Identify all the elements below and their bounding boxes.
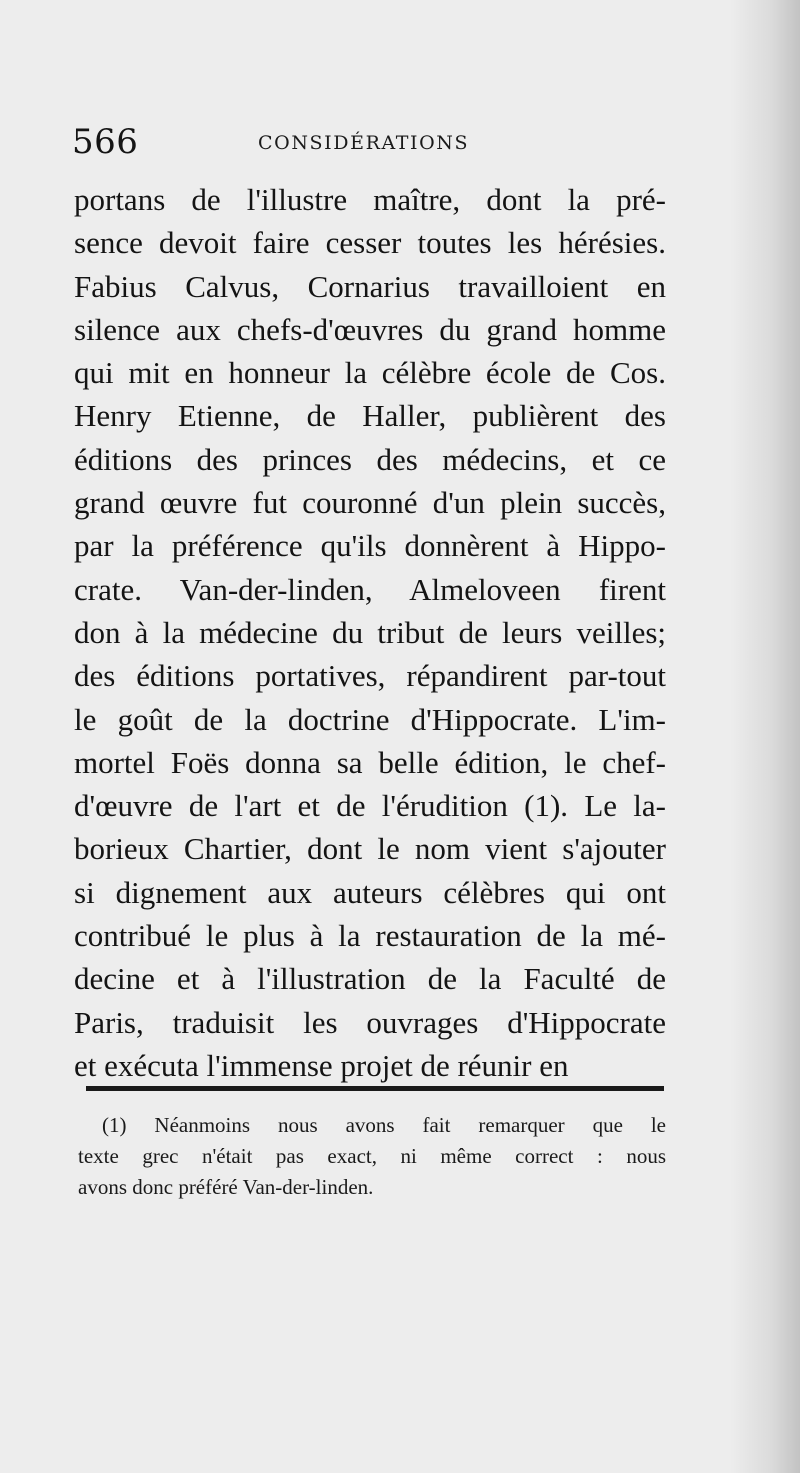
footnote-rule bbox=[86, 1086, 664, 1091]
text-line: le goût de la doctrine d'Hippocrate. L'im- bbox=[74, 701, 666, 737]
text-line: contribué le plus à la restauration de la mé- bbox=[74, 918, 666, 954]
footnote bbox=[78, 1110, 666, 1203]
text-line: qui mit en honneur la célèbre école de Cos. bbox=[74, 355, 666, 391]
body-text bbox=[74, 178, 666, 1087]
text-line: grand œuvre fut couronné d'un plein succès, bbox=[74, 485, 666, 521]
text-line: borieux Chartier, dont le nom vient s'ajouter bbox=[74, 831, 666, 867]
footnote-line: (1) Néanmoins nous avons fait remarquer que le bbox=[102, 1113, 666, 1137]
footnote-line: avons donc préféré Van-der-linden. bbox=[78, 1175, 374, 1199]
footnote-line: texte grec n'était pas exact, ni même correct : nous bbox=[78, 1144, 666, 1168]
page-edge-shadow bbox=[730, 0, 800, 1473]
text-line: portans de l'illustre maître, dont la pré- bbox=[74, 182, 666, 217]
text-line: crate. Van-der-linden, Almeloveen firent bbox=[74, 571, 666, 607]
text-line: Paris, traduisit les ouvrages d'Hippocrate bbox=[74, 1004, 666, 1040]
text-line: don à la médecine du tribut de leurs veilles; bbox=[74, 614, 666, 650]
text-line: silence aux chefs-d'œuvres du grand homme bbox=[74, 311, 666, 347]
page-number: 566 bbox=[72, 122, 139, 162]
running-head: CONSIDÉRATIONS bbox=[258, 132, 470, 154]
text-line: par la préférence qu'ils donnèrent à Hippo- bbox=[74, 528, 666, 564]
text-line: Henry Etienne, de Haller, publièrent des bbox=[74, 398, 666, 434]
text-line: d'œuvre de l'art et de l'érudition (1). Le la- bbox=[74, 788, 666, 824]
text-line: mortel Foës donna sa belle édition, le chef- bbox=[74, 744, 666, 780]
text-line: si dignement aux auteurs célèbres qui ont bbox=[74, 874, 666, 910]
text-line: éditions des princes des médecins, et ce bbox=[74, 441, 666, 477]
page-header bbox=[72, 122, 672, 172]
text-line: des éditions portatives, répandirent par-tout bbox=[74, 658, 666, 694]
text-line: decine et à l'illustration de la Faculté de bbox=[74, 961, 666, 997]
text-line: et exécuta l'immense projet de réunir en bbox=[74, 1047, 569, 1083]
text-line: sence devoit faire cesser toutes les hérésies. bbox=[74, 225, 666, 261]
text-line: Fabius Calvus, Cornarius travailloient en bbox=[74, 268, 666, 304]
